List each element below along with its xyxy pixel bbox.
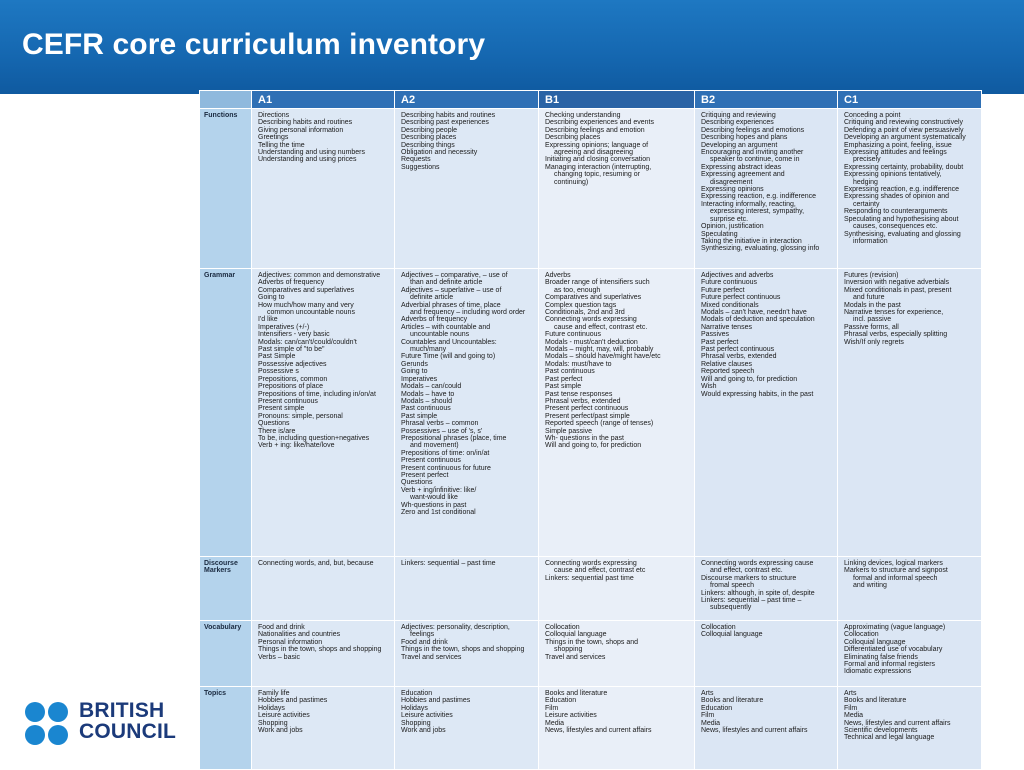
cell-line: Eliminating false friends [844,653,918,661]
cell-line: Possessives – use of 's, s' [401,427,483,435]
cell-line: Expressing opinions; language of [545,141,649,149]
cell-line: Holidays [258,704,285,712]
cell-a2 [395,109,539,269]
cell-line: Describing experiences and events [545,119,654,127]
cell-line: Shopping [258,719,288,727]
cell-line: Film [701,712,715,720]
cell-line: as too, enough [554,286,601,294]
logo-dots-icon [24,701,70,747]
cell-line: much/many [410,346,447,354]
cell-line: Past perfect [701,338,739,346]
cell-line: Modals in the past [844,301,901,309]
cell-line: Holidays [401,704,428,712]
cell-line: surprise etc. [710,215,749,223]
cell-line: Mixed conditionals in past, present [844,286,952,294]
cell-line: Synthesising, evaluating and glossing [844,230,961,238]
cell-line: uncountable nouns [410,331,470,339]
cell-line: Present perfect [401,471,449,479]
cell-line: Books and literature [701,697,764,705]
cell-line: Collocation [844,631,879,639]
cell-line: Film [844,704,858,712]
cell-line: Managing interaction (interrupting, [545,163,652,171]
cell-line: Differentiated use of vocabulary [844,646,943,654]
cell-line: Arts [844,690,857,697]
cell-line: Future continuous [545,331,602,339]
cell-line: Books and literature [545,690,608,697]
cell-line: Will and going to, for prediction [545,442,642,450]
cell-line: Will and going to, for prediction [701,375,798,383]
cell-line: Future continuous [701,279,758,287]
cell-line: Understanding and using numbers [258,149,366,157]
cell-line: Adverbs of frequency [401,316,468,324]
cell-a1 [252,621,395,687]
cell-line: Past simple [545,383,582,391]
cell-line: Past continuous [401,405,451,413]
cell-line: Work and jobs [401,727,446,735]
cell-line: Present simple [258,405,305,413]
cell-a2 [395,269,539,557]
cell-line: Discourse markers to structure [701,574,797,582]
cell-line: certainty [853,200,880,208]
cell-line: Relative clauses [701,360,752,368]
cell-line: Possessive s [258,368,299,376]
cell-c1 [838,621,982,687]
cell-line: Simple passive [545,427,593,435]
cell-line: Adjectives: common and demonstrative [258,272,381,279]
cell-line: Countables and Uncountables: [401,338,497,346]
header-row [200,91,982,109]
cell-line: Education [401,690,433,697]
cell-line: Approximating (vague language) [844,624,946,631]
cell-line: hedging [853,178,878,186]
cell-line: Connecting words, and, but, because [258,560,374,567]
cell-line: Collocation [545,624,580,631]
cell-line: precisely [853,156,881,164]
cell-line: Verbs – basic [258,653,301,661]
curriculum-table [199,90,982,770]
cell-line: Colloquial language [545,631,607,639]
cell-c1 [838,269,982,557]
cell-line: Past perfect continuous [701,346,775,354]
cell-b2 [695,621,838,687]
cell-line: Colloquial language [844,638,906,646]
cell-line: Modals – might, may, will, probably [545,346,654,354]
cell-line: Connecting words expressing [545,560,637,567]
header-b2: B2 [695,91,838,109]
cell-line: Interacting informally, reacting, [701,200,796,208]
cell-line: and movement) [410,442,459,450]
cell-line: Future perfect continuous [701,294,781,302]
cell-a2 [395,621,539,687]
cell-line: Gerunds [401,360,428,368]
cell-line: Expressing reaction, e.g. indifference [701,193,817,201]
cell-line: Connecting words expressing [545,316,637,324]
cell-line: Phrasal verbs – common [401,420,479,428]
cell-line: Leisure activities [545,712,597,720]
cell-line: cause and effect, contrast etc. [554,323,648,331]
cell-line: Encouraging and inviting another [701,149,804,157]
cell-line: Possessive adjectives [258,360,327,368]
cell-line: Connecting words expressing cause [701,560,814,567]
table-body [200,109,982,770]
cell-line: Adverbs of frequency [258,279,325,287]
cell-line: Obligation and necessity [401,149,478,157]
cell-b2 [695,109,838,269]
cell-line: Wh- questions in the past [545,434,624,442]
cell-line: Technical and legal language [844,734,935,742]
cell-line: News, lifestyles and current affairs [701,727,808,735]
cell-line: Phrasal verbs, extended [701,353,777,361]
british-council-logo [24,699,184,749]
cell-line: Travel and services [401,653,462,661]
cell-b1 [539,557,695,621]
cell-line: Prepositions, common [258,375,328,383]
cell-line: expressing interest, sympathy, [710,208,805,216]
table-row [200,621,982,687]
cell-line: Expressing shades of opinion and [844,193,950,201]
cell-line: and effect, contrast etc. [710,567,783,575]
cell-line: speaker to continue, come in [710,156,800,164]
cell-line: Books and literature [844,697,907,705]
cell-line: Present perfect/past simple [545,412,630,420]
cell-line: Giving personal information [258,126,344,134]
table-row [200,687,982,770]
cell-line: Family life [258,690,290,697]
cell-line: information [853,237,888,245]
cell-line: Verb + ing/infinitive: like/ [401,486,477,494]
cell-a1 [252,269,395,557]
cell-line: Present perfect continuous [545,405,629,413]
header-category [200,91,252,109]
header-b1: B1 [539,91,695,109]
logo-line-1: BRITISH [79,699,165,722]
cell-line: changing topic, resuming or [554,171,640,179]
cell-line: Describing feelings and emotion [545,126,645,134]
cell-line: Going to [258,294,285,302]
cell-line: continuing) [554,178,589,186]
cell-line: Past simple of "to be" [258,346,325,354]
cell-line: Describing feelings and emotions [701,126,805,134]
cell-line: Defending a point of view persuasively [844,126,964,134]
cell-line: Scientific developments [844,727,918,735]
cell-line: Articles – with countable and [401,323,491,331]
row-category: Topics [200,687,252,770]
cell-line: Taking the initiative in interaction [701,237,802,245]
cell-line: Pronouns: simple, personal [258,412,343,420]
cell-b2 [695,687,838,770]
cell-line: Prepositional phrases (place, time [401,434,507,442]
cell-a1 [252,687,395,770]
header-c1: C1 [838,91,982,109]
cell-line: Adjectives: personality, description, [401,624,510,631]
cell-line: want-would like [410,494,458,502]
cell-line: Things in the town, shops and shopping [258,646,382,654]
cell-line: Adjectives and adverbs [701,272,774,279]
cell-line: Linking devices, logical markers [844,560,943,567]
cell-line: Film [545,704,559,712]
cell-line: Work and jobs [258,727,303,735]
cell-line: subsequently [710,604,752,612]
row-category: Functions [200,109,252,269]
cell-line: Modals – should [401,397,452,405]
cell-line: Adverbial phrases of time, place [401,301,501,309]
cell-line: Responding to counterarguments [844,208,948,216]
cell-line: Future Time (will and going to) [401,353,496,361]
cell-line: Formal and informal registers [844,661,936,669]
cell-line: Describing places [545,134,601,142]
cell-b1 [539,621,695,687]
cell-line: Imperatives [401,375,438,383]
cell-line: Prepositions of place [258,383,323,391]
cell-line: Present continuous [401,457,461,465]
cell-line: Past perfect [545,375,583,383]
cell-line: Food and drink [401,638,448,646]
cell-line: Modals – have to [401,390,455,398]
cell-line: Things in the town, shops and shopping [401,646,525,654]
cell-line: Requests [401,156,431,164]
cell-line: Hobbies and pastimes [401,697,471,705]
cell-line: causes, consequences etc. [853,223,938,231]
cell-line: Media [701,719,721,727]
cell-line: Education [701,704,733,712]
cell-line: Modals – can/could [401,383,462,391]
cell-line: Broader range of intensifiers such [545,279,650,287]
cell-line: Things in the town, shops and [545,638,639,646]
table-row [200,557,982,621]
cell-line: Conceding a point [844,112,901,119]
cell-line: Greetings [258,134,289,142]
slide-title: CEFR core curriculum inventory [22,28,486,61]
cell-line: Food and drink [258,624,305,631]
cell-line: incl. passive [853,316,892,324]
cell-line: Prepositions of time: on/in/at [401,449,490,457]
cell-line: Would expressing habits, in the past [701,390,814,398]
row-category: Grammar [200,269,252,557]
cell-line: Mixed conditionals [701,301,759,309]
cell-line: Linkers: sequential – past time [401,560,496,567]
cell-b2 [695,557,838,621]
logo-wordmark [79,700,176,742]
cell-line: Describing past experiences [401,119,489,127]
cell-line: formal and informal speech [853,574,938,582]
cell-line: Initiating and closing conversation [545,156,651,164]
cell-line: Opinion, justification [701,223,764,231]
cell-b2 [695,269,838,557]
cell-line: Going to [401,368,428,376]
cell-line: Imperatives (+/-) [258,323,310,331]
cell-line: Leisure activities [258,712,310,720]
cell-line: Collocation [701,624,736,631]
cell-line: Describing hopes and plans [701,134,788,142]
cell-line: fromal speech [710,582,754,590]
cell-line: Present continuous [258,397,318,405]
cell-line: Travel and services [545,653,606,661]
cell-line: cause and effect, contrast etc [554,567,646,575]
cell-line: Idiomatic expressions [844,668,912,676]
cell-line: Conditionals, 2nd and 3rd [545,309,625,317]
cell-line: Adjectives – comparative, – use of [401,272,508,279]
cell-line: How much/how many and very [258,301,354,309]
cell-a1 [252,109,395,269]
cell-line: Critiquing and reviewing [701,112,776,119]
cell-line: definite article [410,294,454,302]
logo-line-2: COUNCIL [79,720,177,743]
cell-line: Narrative tenses for experience, [844,309,944,317]
cell-line: and writing [853,582,887,590]
cell-c1 [838,109,982,269]
cell-c1 [838,687,982,770]
header-a2: A2 [395,91,539,109]
table-row [200,269,982,557]
cell-line: To be, including question+negatives [258,434,370,442]
cell-line: Narrative tenses [701,323,752,331]
cell-line: Prepositions of time, including in/on/at [258,390,376,398]
cell-line: feelings [410,631,435,639]
cell-a2 [395,687,539,770]
cell-line: Adverbs [545,272,571,279]
cell-line: Directions [258,112,290,119]
cell-line: Adjectives – superlative – use of [401,286,502,294]
cell-line: Expressing certainty, probability, doubt [844,163,964,171]
cell-line: Describing habits and routines [401,112,496,119]
cell-line: News, lifestyles and current affairs [545,727,652,735]
cell-line: Linkers: sequential – past time – [701,597,802,605]
row-category: Vocabulary [200,621,252,687]
cell-line: Suggestions [401,163,440,171]
cell-line: Describing experiences [701,119,774,127]
cell-line: Comparatives and superlatives [545,294,642,302]
cell-line: Inversion with negative adverbials [844,279,950,287]
cell-line: than and definite article [410,279,483,287]
cell-line: Passive forms, all [844,323,899,331]
cell-b1 [539,269,695,557]
cell-line: Future perfect [701,286,745,294]
cell-line: Expressing opinions [701,186,764,194]
cell-line: Developing an argument [701,141,778,149]
cell-line: Modals – should have/might have/etc [545,353,661,361]
cell-line: Past continuous [545,368,595,376]
cell-line: shopping [554,646,583,654]
cell-line: disagreement [710,178,753,186]
cell-line: Hobbies and pastimes [258,697,328,705]
cell-line: Nationalities and countries [258,631,341,639]
table-row [200,109,982,269]
cell-line: Reported speech [701,368,755,376]
cell-line: Critiquing and reviewing constructively [844,119,964,127]
cell-line: Phrasal verbs, especially splitting [844,331,948,339]
cell-line: Modals: must/have to [545,360,612,368]
cell-line: Speculating and hypothesising about [844,215,959,223]
cell-line: I'd like [258,316,278,324]
cell-a2 [395,557,539,621]
cell-line: Expressing opinions tentatively, [844,171,942,179]
cell-line: Shopping [401,719,431,727]
cell-line: Expressing attitudes and feelings [844,149,947,157]
cell-line: common uncountable nouns [267,309,355,317]
cell-line: Complex question tags [545,301,617,309]
cell-line: Phrasal verbs, extended [545,397,621,405]
cell-b1 [539,687,695,770]
cell-line: Education [545,697,577,705]
cell-line: Understanding and using prices [258,156,357,164]
cell-line: agreeing and disagreeing [554,149,634,157]
cell-line: Colloquial language [701,631,763,639]
cell-line: Describing places [401,134,457,142]
cell-line: Synthesizing, evaluating, glossing info [701,245,820,253]
cell-line: Modals: can/can't/could/couldn't [258,338,357,346]
cell-line: Leisure activities [401,712,453,720]
cell-line: Expressing abstract ideas [701,163,782,171]
cell-line: and future [853,294,885,302]
cell-line: Reported speech (range of tenses) [545,420,654,428]
cell-line: There is/are [258,427,296,435]
cell-b1 [539,109,695,269]
cell-line: Intensifiers - very basic [258,331,330,339]
cell-line: Expressing reaction, e.g. indifference [844,186,960,194]
curriculum-table-wrapper [199,90,981,768]
cell-line: Futures (revision) [844,272,899,279]
cell-line: News, lifestyles and current affairs [844,719,951,727]
cell-line: Expressing agreement and [701,171,785,179]
cell-line: Wh-questions in past [401,501,467,509]
cell-line: Speculating [701,230,738,238]
cell-line: and frequency – including word order [410,309,526,317]
cell-line: Personal information [258,638,323,646]
cell-line: Linkers: although, in spite of, despite [701,589,815,597]
header-a1: A1 [252,91,395,109]
cell-line: Describing habits and routines [258,119,353,127]
cell-line: Verb + ing: like/hate/love [258,442,335,450]
row-category: Discourse Markers [200,557,252,621]
cell-line: Passives [701,331,730,339]
cell-line: Modals of deduction and speculation [701,316,815,324]
cell-line: Checking understanding [545,112,621,119]
cell-line: Wish [701,383,717,391]
cell-line: Arts [701,690,714,697]
cell-line: Comparatives and superlatives [258,286,355,294]
cell-line: Past Simple [258,353,296,361]
cell-line: Media [844,712,864,720]
cell-line: Modals – can't have, needn't have [701,309,807,317]
cell-line: Zero and 1st conditional [401,509,476,516]
cell-line: Past simple [401,412,438,420]
cell-line: Questions [401,479,433,487]
cell-line: Wish/If only regrets [844,338,904,346]
cell-line: Past tense responses [545,390,613,398]
cell-line: Telling the time [258,141,305,149]
cell-line: Emphasizing a point, feeling, issue [844,141,952,149]
cell-line: Present continuous for future [401,464,491,472]
cell-line: Questions [258,420,290,428]
cell-line: Modals - must/can't deduction [545,338,638,346]
title-bar [0,0,1024,94]
cell-c1 [838,557,982,621]
cell-line: Describing things [401,141,455,149]
cell-line: Developing an argument systematically [844,134,966,142]
cell-line: Media [545,719,565,727]
cell-a1 [252,557,395,621]
cell-line: Describing people [401,126,458,134]
cell-line: Markers to structure and signpost [844,567,948,575]
cell-line: Linkers: sequential past time [545,574,634,582]
